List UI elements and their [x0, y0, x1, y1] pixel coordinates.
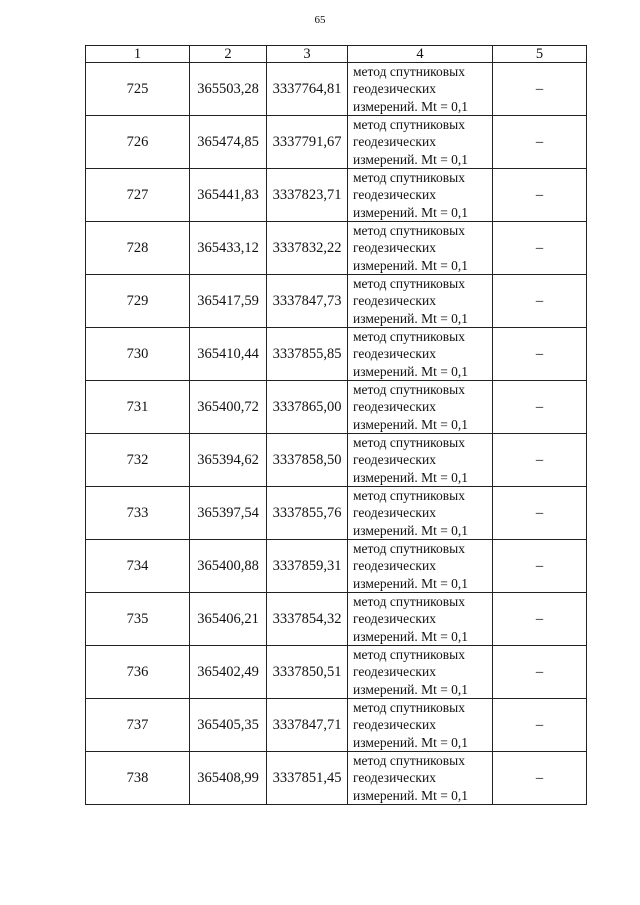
- point-number-cell: 738: [86, 752, 190, 805]
- method-text-line: геодезических: [353, 134, 436, 150]
- header-col-4: 4: [348, 46, 493, 63]
- note-cell: –: [493, 540, 587, 593]
- x-coordinate-cell: 365417,59: [190, 275, 267, 328]
- method-text-line: измерений. Mt = 0,1: [353, 151, 469, 167]
- y-coordinate-cell: 3337847,71: [267, 699, 348, 752]
- x-coordinate-cell: 365503,28: [190, 63, 267, 116]
- y-coordinate-cell: 3337851,45: [267, 752, 348, 805]
- note-cell: –: [493, 169, 587, 222]
- method-cell: [348, 381, 493, 434]
- x-coordinate-cell: 365397,54: [190, 487, 267, 540]
- method-text-line: метод спутниковых: [353, 594, 465, 610]
- table-row: [86, 487, 587, 540]
- method-text-line: метод спутниковых: [353, 170, 465, 186]
- x-coordinate-cell: 365408,99: [190, 752, 267, 805]
- method-text-line: измерений. Mt = 0,1: [353, 681, 469, 697]
- note-cell: –: [493, 593, 587, 646]
- table-body: [86, 63, 587, 805]
- header-row: [86, 46, 587, 63]
- header-col-2: 2: [190, 46, 267, 63]
- point-number-cell: 727: [86, 169, 190, 222]
- y-coordinate-cell: 3337855,85: [267, 328, 348, 381]
- method-cell: [348, 752, 493, 805]
- method-text-line: измерений. Mt = 0,1: [353, 363, 469, 379]
- table-row: [86, 434, 587, 487]
- method-text-line: метод спутниковых: [353, 488, 465, 504]
- table-row: [86, 116, 587, 169]
- x-coordinate-cell: 365474,85: [190, 116, 267, 169]
- method-cell: [348, 434, 493, 487]
- method-cell: [348, 63, 493, 116]
- method-text-line: измерений. Mt = 0,1: [353, 204, 469, 220]
- method-text-line: измерений. Mt = 0,1: [353, 522, 469, 538]
- point-number-cell: 737: [86, 699, 190, 752]
- note-cell: –: [493, 116, 587, 169]
- method-text-line: геодезических: [353, 399, 436, 415]
- note-cell: –: [493, 275, 587, 328]
- header-col-3: 3: [267, 46, 348, 63]
- x-coordinate-cell: 365433,12: [190, 222, 267, 275]
- method-text-line: измерений. Mt = 0,1: [353, 98, 469, 114]
- method-text-line: геодезических: [353, 187, 436, 203]
- table-row: [86, 752, 587, 805]
- x-coordinate-cell: 365406,21: [190, 593, 267, 646]
- table-row: [86, 699, 587, 752]
- note-cell: –: [493, 646, 587, 699]
- point-number-cell: 728: [86, 222, 190, 275]
- method-cell: [348, 593, 493, 646]
- method-text-line: метод спутниковых: [353, 382, 465, 398]
- method-text-line: геодезических: [353, 770, 436, 786]
- method-text-line: метод спутниковых: [353, 435, 465, 451]
- method-text-line: геодезических: [353, 81, 436, 97]
- note-cell: –: [493, 63, 587, 116]
- point-number-cell: 732: [86, 434, 190, 487]
- note-cell: –: [493, 381, 587, 434]
- point-number-cell: 730: [86, 328, 190, 381]
- method-text-line: измерений. Mt = 0,1: [353, 310, 469, 326]
- y-coordinate-cell: 3337847,73: [267, 275, 348, 328]
- table-row: [86, 381, 587, 434]
- x-coordinate-cell: 365402,49: [190, 646, 267, 699]
- method-text-line: геодезических: [353, 452, 436, 468]
- note-cell: –: [493, 699, 587, 752]
- method-cell: [348, 222, 493, 275]
- method-text-line: измерений. Mt = 0,1: [353, 469, 469, 485]
- table-row: [86, 222, 587, 275]
- x-coordinate-cell: 365405,35: [190, 699, 267, 752]
- point-number-cell: 733: [86, 487, 190, 540]
- method-text-line: измерений. Mt = 0,1: [353, 257, 469, 273]
- method-cell: [348, 699, 493, 752]
- method-text-line: геодезических: [353, 505, 436, 521]
- x-coordinate-cell: 365410,44: [190, 328, 267, 381]
- table-row: [86, 63, 587, 116]
- method-text-line: метод спутниковых: [353, 64, 465, 80]
- y-coordinate-cell: 3337764,81: [267, 63, 348, 116]
- point-number-cell: 736: [86, 646, 190, 699]
- note-cell: –: [493, 328, 587, 381]
- y-coordinate-cell: 3337791,67: [267, 116, 348, 169]
- table-row: [86, 169, 587, 222]
- x-coordinate-cell: 365400,72: [190, 381, 267, 434]
- method-text-line: метод спутниковых: [353, 329, 465, 345]
- method-cell: [348, 275, 493, 328]
- method-text-line: измерений. Mt = 0,1: [353, 787, 469, 803]
- point-number-cell: 726: [86, 116, 190, 169]
- table-row: [86, 328, 587, 381]
- method-cell: [348, 646, 493, 699]
- page-number: 65: [314, 14, 326, 26]
- method-text-line: метод спутниковых: [353, 117, 465, 133]
- table-row: [86, 540, 587, 593]
- header-col-1: 1: [86, 46, 190, 63]
- method-text-line: измерений. Mt = 0,1: [353, 734, 469, 750]
- y-coordinate-cell: 3337832,22: [267, 222, 348, 275]
- note-cell: –: [493, 752, 587, 805]
- method-cell: [348, 116, 493, 169]
- method-text-line: геодезических: [353, 240, 436, 256]
- method-text-line: геодезических: [353, 664, 436, 680]
- table-header: [86, 46, 587, 63]
- y-coordinate-cell: 3337854,32: [267, 593, 348, 646]
- method-text-line: измерений. Mt = 0,1: [353, 416, 469, 432]
- method-cell: [348, 487, 493, 540]
- y-coordinate-cell: 3337823,71: [267, 169, 348, 222]
- method-text-line: метод спутниковых: [353, 647, 465, 663]
- note-cell: –: [493, 434, 587, 487]
- table-row: [86, 646, 587, 699]
- coordinates-table: [85, 45, 587, 805]
- method-text-line: метод спутниковых: [353, 753, 465, 769]
- table-row: [86, 275, 587, 328]
- note-cell: –: [493, 487, 587, 540]
- method-text-line: метод спутниковых: [353, 541, 465, 557]
- point-number-cell: 729: [86, 275, 190, 328]
- method-cell: [348, 540, 493, 593]
- point-number-cell: 731: [86, 381, 190, 434]
- method-text-line: метод спутниковых: [353, 223, 465, 239]
- method-text-line: метод спутниковых: [353, 700, 465, 716]
- method-text-line: геодезических: [353, 558, 436, 574]
- method-text-line: измерений. Mt = 0,1: [353, 575, 469, 591]
- method-text-line: метод спутниковых: [353, 276, 465, 292]
- method-cell: [348, 328, 493, 381]
- point-number-cell: 734: [86, 540, 190, 593]
- method-text-line: геодезических: [353, 346, 436, 362]
- method-text-line: геодезических: [353, 293, 436, 309]
- point-number-cell: 725: [86, 63, 190, 116]
- x-coordinate-cell: 365394,62: [190, 434, 267, 487]
- y-coordinate-cell: 3337858,50: [267, 434, 348, 487]
- note-cell: –: [493, 222, 587, 275]
- y-coordinate-cell: 3337865,00: [267, 381, 348, 434]
- method-text-line: геодезических: [353, 717, 436, 733]
- x-coordinate-cell: 365441,83: [190, 169, 267, 222]
- x-coordinate-cell: 365400,88: [190, 540, 267, 593]
- y-coordinate-cell: 3337855,76: [267, 487, 348, 540]
- method-cell: [348, 169, 493, 222]
- point-number-cell: 735: [86, 593, 190, 646]
- y-coordinate-cell: 3337850,51: [267, 646, 348, 699]
- table-row: [86, 593, 587, 646]
- method-text-line: измерений. Mt = 0,1: [353, 628, 469, 644]
- y-coordinate-cell: 3337859,31: [267, 540, 348, 593]
- method-text-line: геодезических: [353, 611, 436, 627]
- header-col-5: 5: [493, 46, 587, 63]
